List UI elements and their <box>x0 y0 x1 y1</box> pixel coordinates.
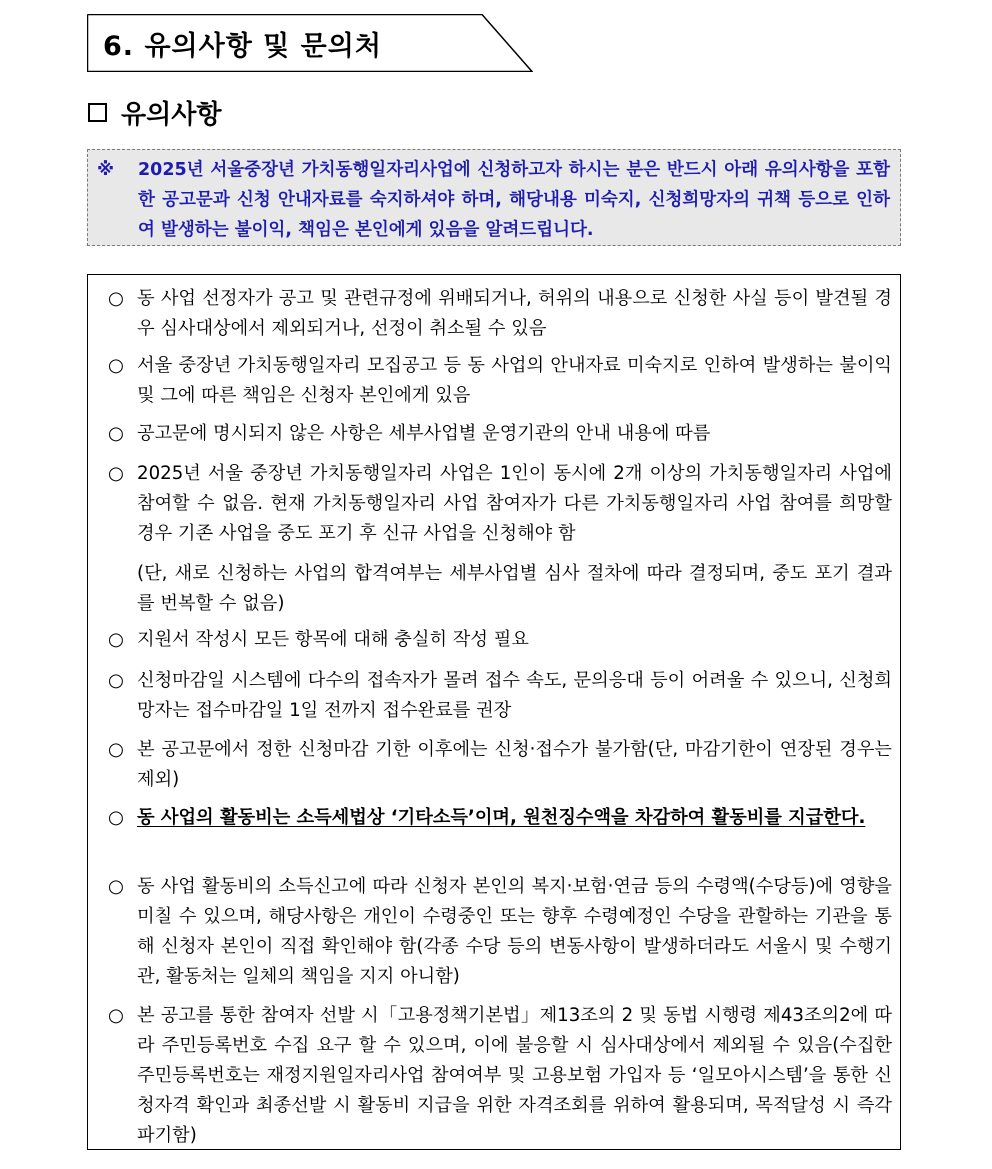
circle-bullet-icon: ○ <box>108 670 124 691</box>
subheading-label: 유의사항 <box>121 99 222 130</box>
list-item <box>108 625 892 655</box>
list-item <box>108 872 892 992</box>
precautions-list <box>87 274 901 1150</box>
section-title: 6. 유의사항 및 문의처 <box>103 31 382 62</box>
notice-box <box>87 149 901 246</box>
list-item <box>108 1001 892 1151</box>
list-item-text: 본 공고문에서 정한 신청마감 기한 이후에는 신청·접수가 불가함(단, 마감기한이 연장된 경우는 제외) <box>137 739 892 790</box>
circle-bullet-icon: ○ <box>108 629 124 650</box>
subheading <box>88 95 221 129</box>
list-item <box>108 284 892 344</box>
list-item-text: 동 사업의 활동비는 소득세법상 ‘기타소득’이며, 원천징수액을 차감하여 활동비를 지급한다. <box>137 807 866 828</box>
reference-mark-icon: ※ <box>97 160 115 180</box>
circle-bullet-icon: ○ <box>108 423 124 444</box>
circle-bullet-icon: ○ <box>108 355 124 376</box>
list-item <box>108 735 892 795</box>
list-item <box>108 351 892 411</box>
list-item <box>108 419 892 449</box>
list-item-text: 신청마감일 시스템에 다수의 접속자가 몰려 접수 속도, 문의응대 등이 어려울 수 있으니, 신청희망자는 접수마감일 1일 전까지 접수완료를 권장 <box>137 670 892 721</box>
circle-bullet-icon: ○ <box>108 807 124 828</box>
notice-text: 2025년 서울중장년 가치동행일자리사업에 신청하고자 하시는 분은 반드시 아래 유의사항을 포함한 공고문과 신청 안내자료를 숙지하셔야 하며, 해당내용 미숙지, 신청희망자의 귀책 등으로 인하여 발생하는 불이익, 책임은 본인에게 있음을 알려드립니다. <box>138 160 890 240</box>
list-item <box>108 666 892 726</box>
list-item <box>108 459 892 549</box>
list-item-text: 공고문에 명시되지 않은 사항은 세부사업별 운영기관의 안내 내용에 따름 <box>137 423 711 444</box>
circle-bullet-icon: ○ <box>108 1005 124 1026</box>
square-box-icon <box>88 103 107 122</box>
list-item-text: 2025년 서울 중장년 가치동행일자리 사업은 1인이 동시에 2개 이상의 가치동행일자리 사업에 참여할 수 없음. 현재 가치동행일자리 사업 참여자가 다른 가치동행일자리 사업 참여를 희망할 경우 기존 사업을 중도 포기 후 신규 사업을 신청해야 함 <box>137 463 892 544</box>
circle-bullet-icon: ○ <box>108 739 124 760</box>
list-item-text: 서울 중장년 가치동행일자리 모집공고 등 동 사업의 안내자료 미숙지로 인하여 발생하는 불이익 및 그에 따른 책임은 신청자 본인에게 있음 <box>137 355 892 406</box>
list-item-emphasis <box>108 803 892 833</box>
list-note: (단, 새로 신청하는 사업의 합격여부는 세부사업별 심사 절차에 따라 결정되며, 중도 포기 결과를 번복할 수 없음) <box>137 563 892 614</box>
list-item-text: 본 공고를 통한 참여자 선발 시「고용정책기본법」제13조의 2 및 동법 시행령 제43조의2에 따라 주민등록번호 수집 요구 할 수 있으며, 이에 불응할 시 심사대상에서 제외될 수 있음(수집한 주민등록번호는 재정지원일자리사업 참여여부 및 고용보험 가입자 등 ‘일모아시스템’을 통한 신청자격 확인과 최종선발 시 활동비 지급을 위한 자격조회를 위하여 활용되며, 목적달성 시 즉각 파기함) <box>137 1005 892 1146</box>
list-item-text: 지원서 작성시 모든 항목에 대해 충실히 작성 필요 <box>137 629 529 650</box>
circle-bullet-icon: ○ <box>108 288 124 309</box>
list-item-text: 동 사업 활동비의 소득신고에 따라 신청자 본인의 복지·보험·연금 등의 수령액(수당등)에 영향을 미칠 수 있으며, 해당사항은 개인이 수령중인 또는 향후 수령예정인 수당을 관할하는 기관을 통해 신청자 본인이 직접 확인해야 함(각종 수당 등의 변동사항이 발생하더라도 서울시 및 수행기관, 활동처는 일체의 책임을 지지 아니함) <box>137 876 892 987</box>
circle-bullet-icon: ○ <box>108 876 124 897</box>
section-header <box>87 14 533 72</box>
circle-bullet-icon: ○ <box>108 463 124 484</box>
list-item-text: 동 사업 선정자가 공고 및 관련규정에 위배되거나, 허위의 내용으로 신청한 사실 등이 발견될 경우 심사대상에서 제외되거나, 선정이 취소될 수 있음 <box>137 288 892 339</box>
